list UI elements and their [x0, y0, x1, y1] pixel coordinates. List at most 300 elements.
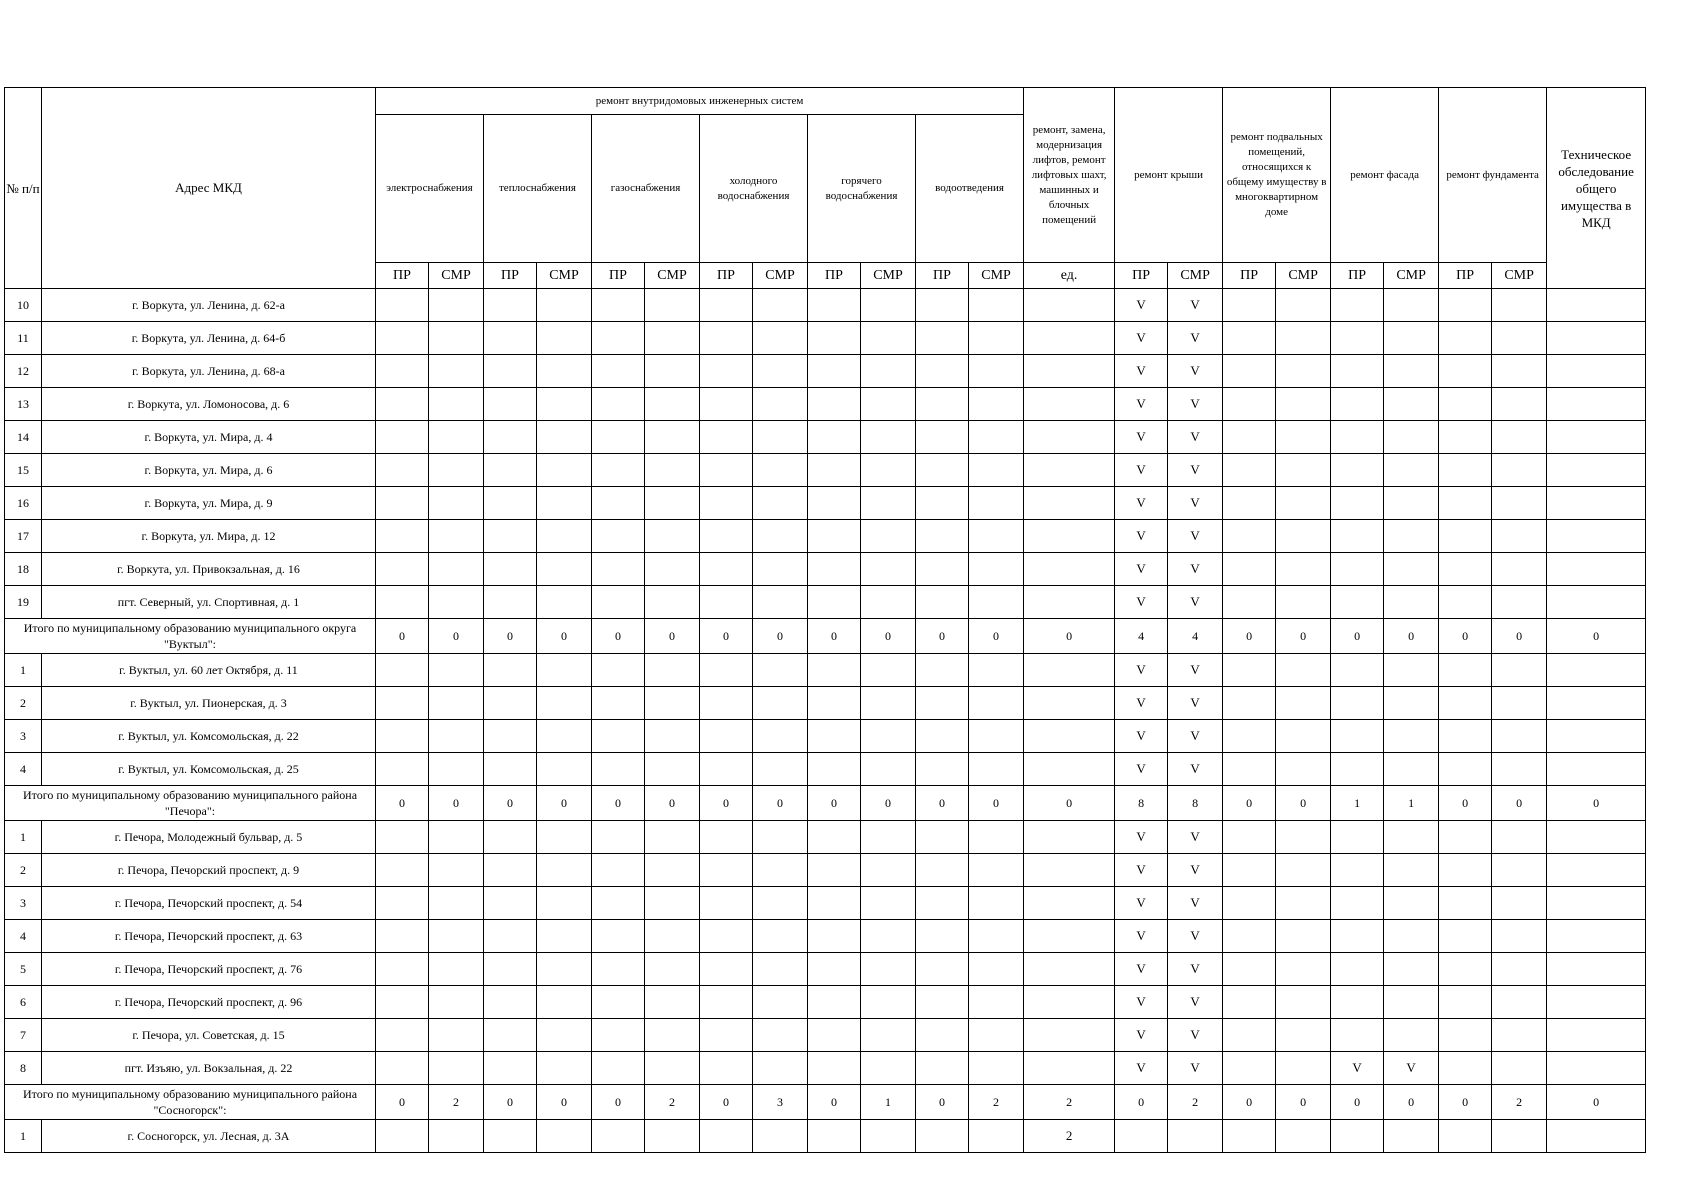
- row-number: 17: [5, 520, 42, 553]
- table-cell: [1223, 454, 1276, 487]
- table-cell: [1384, 322, 1439, 355]
- table-cell: [645, 586, 700, 619]
- table-cell: [376, 487, 429, 520]
- table-cell: V: [1115, 720, 1168, 753]
- table-cell: [1223, 854, 1276, 887]
- table-cell: 0: [645, 786, 700, 821]
- table-cell: [1547, 854, 1646, 887]
- table-cell: [1547, 553, 1646, 586]
- table-cell: [1276, 388, 1331, 421]
- table-cell: [1331, 654, 1384, 687]
- table-cell: [537, 388, 592, 421]
- table-cell: [753, 854, 808, 887]
- table-cell: [808, 854, 861, 887]
- table-cell: [645, 854, 700, 887]
- table-row: [5, 920, 1646, 953]
- table-cell: [1547, 687, 1646, 720]
- table-cell: V: [1115, 953, 1168, 986]
- table-cell: [1024, 586, 1115, 619]
- table-cell: [1331, 1120, 1384, 1153]
- table-cell: 0: [537, 786, 592, 821]
- table-cell: [1223, 322, 1276, 355]
- col-header-facade: ремонт фасада: [1331, 88, 1439, 263]
- table-cell: [753, 1120, 808, 1153]
- table-cell: [429, 821, 484, 854]
- table-cell: [1276, 753, 1331, 786]
- table-cell: 0: [753, 786, 808, 821]
- table-cell: [916, 920, 969, 953]
- table-cell: 0: [1439, 1085, 1492, 1120]
- table-cell: [645, 322, 700, 355]
- table-cell: [1276, 687, 1331, 720]
- table-cell: [1331, 322, 1384, 355]
- table-cell: [969, 520, 1024, 553]
- table-cell: V: [1168, 821, 1223, 854]
- table-cell: [1547, 586, 1646, 619]
- table-cell: [861, 289, 916, 322]
- table-cell: 0: [1547, 786, 1646, 821]
- table-cell: 0: [1331, 619, 1384, 654]
- table-cell: 1: [1384, 786, 1439, 821]
- table-cell: [861, 654, 916, 687]
- table-cell: [1547, 355, 1646, 388]
- table-cell: [969, 586, 1024, 619]
- table-cell: [1384, 553, 1439, 586]
- table-cell: [861, 1052, 916, 1085]
- table-cell: [429, 553, 484, 586]
- table-cell: [645, 720, 700, 753]
- table-cell: [1223, 1120, 1276, 1153]
- table-cell: 2: [969, 1085, 1024, 1120]
- table-cell: [1492, 1019, 1547, 1052]
- table-cell: 0: [969, 786, 1024, 821]
- table-cell: V: [1168, 454, 1223, 487]
- table-row: [5, 986, 1646, 1019]
- table-cell: [592, 986, 645, 1019]
- col-header-electricity: электроснабжения: [376, 115, 484, 263]
- table-cell: [1384, 953, 1439, 986]
- table-cell: [1439, 487, 1492, 520]
- table-cell: [484, 953, 537, 986]
- col-header-lifts: ремонт, замена, модернизация лифтов, ремонт лифтовых шахт, машинных и блочных помещений: [1024, 88, 1115, 263]
- table-cell: [1492, 388, 1547, 421]
- table-cell: [808, 1052, 861, 1085]
- table-cell: [861, 487, 916, 520]
- table-cell: [1276, 421, 1331, 454]
- table-cell: [376, 586, 429, 619]
- table-cell: [484, 388, 537, 421]
- table-cell: [700, 986, 753, 1019]
- table-cell: 0: [1439, 619, 1492, 654]
- table-cell: [861, 520, 916, 553]
- table-cell: [645, 1019, 700, 1052]
- row-number: 12: [5, 355, 42, 388]
- table-cell: [1384, 654, 1439, 687]
- table-cell: [1439, 753, 1492, 786]
- table-cell: [1331, 454, 1384, 487]
- table-cell: [1223, 553, 1276, 586]
- table-cell: [1168, 1120, 1223, 1153]
- table-cell: [700, 553, 753, 586]
- table-cell: [537, 1120, 592, 1153]
- table-cell: [1223, 720, 1276, 753]
- table-cell: [753, 289, 808, 322]
- table-cell: 2: [645, 1085, 700, 1120]
- table-cell: [808, 920, 861, 953]
- table-cell: [1492, 520, 1547, 553]
- table-cell: [1547, 289, 1646, 322]
- row-number: 16: [5, 487, 42, 520]
- table-cell: [484, 920, 537, 953]
- table-cell: [861, 454, 916, 487]
- table-cell: [1024, 421, 1115, 454]
- table-cell: [1492, 553, 1547, 586]
- table-cell: [753, 553, 808, 586]
- table-cell: [861, 920, 916, 953]
- table-cell: [592, 520, 645, 553]
- table-cell: 0: [1492, 619, 1547, 654]
- table-cell: [429, 854, 484, 887]
- table-cell: [1439, 687, 1492, 720]
- table-cell: [969, 687, 1024, 720]
- table-cell: [592, 687, 645, 720]
- table-cell: [1492, 953, 1547, 986]
- table-cell: V: [1115, 687, 1168, 720]
- table-cell: [1547, 1120, 1646, 1153]
- col-header-tech-survey: Техническое обследование общего имущества в МКД: [1547, 88, 1646, 289]
- table-cell: [916, 289, 969, 322]
- row-address: пгт. Изъяю, ул. Вокзальная, д. 22: [42, 1052, 376, 1085]
- table-cell: [537, 920, 592, 953]
- table-cell: [592, 289, 645, 322]
- table-cell: [429, 289, 484, 322]
- table-cell: [592, 920, 645, 953]
- unit-header-smr: СМР: [1492, 263, 1547, 289]
- table-cell: [1439, 454, 1492, 487]
- table-cell: [753, 720, 808, 753]
- table-cell: [537, 953, 592, 986]
- table-cell: 0: [1276, 786, 1331, 821]
- table-cell: [700, 454, 753, 487]
- table-cell: [484, 586, 537, 619]
- table-row: [5, 821, 1646, 854]
- table-cell: [753, 654, 808, 687]
- table-cell: [1547, 1052, 1646, 1085]
- table-cell: V: [1115, 289, 1168, 322]
- table-cell: [537, 654, 592, 687]
- table-cell: 0: [537, 619, 592, 654]
- table-cell: [1547, 753, 1646, 786]
- table-cell: [1492, 687, 1547, 720]
- table-cell: [429, 388, 484, 421]
- table-row: [5, 289, 1646, 322]
- table-cell: [645, 421, 700, 454]
- table-cell: [861, 720, 916, 753]
- table-cell: [376, 654, 429, 687]
- table-cell: [537, 720, 592, 753]
- table-cell: V: [1115, 586, 1168, 619]
- table-cell: V: [1115, 355, 1168, 388]
- table-cell: [537, 553, 592, 586]
- table-cell: [1223, 953, 1276, 986]
- table-cell: [753, 953, 808, 986]
- row-address: г. Вуктыл, ул. Комсомольская, д. 22: [42, 720, 376, 753]
- table-cell: V: [1115, 654, 1168, 687]
- table-cell: [808, 1019, 861, 1052]
- table-cell: [969, 289, 1024, 322]
- table-cell: [1384, 421, 1439, 454]
- col-header-gas: газоснабжения: [592, 115, 700, 263]
- table-cell: [1276, 1052, 1331, 1085]
- table-cell: [1547, 887, 1646, 920]
- table-cell: [1492, 322, 1547, 355]
- table-cell: V: [1115, 821, 1168, 854]
- table-cell: [592, 753, 645, 786]
- table-cell: [700, 654, 753, 687]
- table-cell: V: [1168, 520, 1223, 553]
- table-cell: [1492, 487, 1547, 520]
- table-cell: V: [1168, 421, 1223, 454]
- table-cell: [969, 920, 1024, 953]
- table-cell: [1024, 454, 1115, 487]
- table-cell: [1024, 322, 1115, 355]
- table-cell: [645, 986, 700, 1019]
- table-cell: V: [1168, 289, 1223, 322]
- table-cell: [376, 553, 429, 586]
- table-cell: [1276, 654, 1331, 687]
- row-number: 13: [5, 388, 42, 421]
- table-cell: [1223, 654, 1276, 687]
- table-cell: [645, 520, 700, 553]
- row-address: г. Печора, Печорский проспект, д. 54: [42, 887, 376, 920]
- table-cell: [969, 487, 1024, 520]
- row-number: 11: [5, 322, 42, 355]
- table-cell: [969, 720, 1024, 753]
- table-cell: [808, 654, 861, 687]
- repair-schedule-table: [4, 87, 1646, 1153]
- table-cell: [592, 821, 645, 854]
- unit-header-pr: ПР: [700, 263, 753, 289]
- table-cell: [1331, 553, 1384, 586]
- table-cell: V: [1168, 720, 1223, 753]
- table-cell: [1024, 520, 1115, 553]
- table-cell: V: [1115, 753, 1168, 786]
- table-cell: 0: [1492, 786, 1547, 821]
- table-cell: [592, 421, 645, 454]
- table-cell: [808, 821, 861, 854]
- table-cell: [1492, 355, 1547, 388]
- table-cell: [429, 887, 484, 920]
- unit-header-smr: СМР: [969, 263, 1024, 289]
- table-cell: V: [1168, 887, 1223, 920]
- table-cell: 2: [1168, 1085, 1223, 1120]
- table-cell: [1024, 753, 1115, 786]
- table-cell: [916, 986, 969, 1019]
- table-cell: [592, 1052, 645, 1085]
- table-cell: [1492, 421, 1547, 454]
- table-cell: [916, 887, 969, 920]
- table-cell: [537, 1019, 592, 1052]
- table-cell: [1331, 986, 1384, 1019]
- table-cell: 0: [1024, 786, 1115, 821]
- table-cell: [969, 388, 1024, 421]
- row-address: г. Печора, Молодежный бульвар, д. 5: [42, 821, 376, 854]
- row-address: г. Вуктыл, ул. Пионерская, д. 3: [42, 687, 376, 720]
- table-cell: [429, 454, 484, 487]
- col-header-hot-water: горячего водоснабжения: [808, 115, 916, 263]
- table-cell: [429, 355, 484, 388]
- table-cell: V: [1115, 388, 1168, 421]
- table-cell: [700, 487, 753, 520]
- table-cell: [700, 1052, 753, 1085]
- table-cell: [1331, 953, 1384, 986]
- table-cell: [645, 289, 700, 322]
- table-cell: 0: [1331, 1085, 1384, 1120]
- table-cell: [969, 753, 1024, 786]
- table-cell: [753, 821, 808, 854]
- table-cell: [1439, 821, 1492, 854]
- table-row: [5, 1052, 1646, 1085]
- table-cell: [537, 322, 592, 355]
- table-cell: [1547, 388, 1646, 421]
- table-cell: [1276, 1019, 1331, 1052]
- table-cell: [1223, 487, 1276, 520]
- unit-header-smr: СМР: [537, 263, 592, 289]
- table-cell: V: [1115, 1052, 1168, 1085]
- table-cell: V: [1115, 421, 1168, 454]
- row-address: г. Печора, Печорский проспект, д. 76: [42, 953, 376, 986]
- table-cell: 0: [592, 786, 645, 821]
- table-cell: [969, 986, 1024, 1019]
- table-cell: [484, 854, 537, 887]
- table-cell: [916, 1120, 969, 1153]
- table-cell: [1439, 854, 1492, 887]
- table-cell: 0: [1115, 1085, 1168, 1120]
- table-cell: [808, 289, 861, 322]
- row-number: 3: [5, 887, 42, 920]
- table-cell: [808, 454, 861, 487]
- row-number: 15: [5, 454, 42, 487]
- table-cell: [753, 520, 808, 553]
- table-cell: [1223, 687, 1276, 720]
- table-cell: [1024, 388, 1115, 421]
- table-cell: [1223, 388, 1276, 421]
- table-cell: [916, 487, 969, 520]
- table-cell: [592, 854, 645, 887]
- table-cell: [1384, 1120, 1439, 1153]
- table-cell: 0: [376, 619, 429, 654]
- table-cell: [1024, 553, 1115, 586]
- row-number: 8: [5, 1052, 42, 1085]
- table-cell: [1439, 355, 1492, 388]
- table-cell: [484, 454, 537, 487]
- table-cell: [969, 953, 1024, 986]
- row-address: г. Сосногорск, ул. Лесная, д. 3А: [42, 1120, 376, 1153]
- table-cell: [429, 421, 484, 454]
- table-cell: [916, 1052, 969, 1085]
- table-cell: [1331, 355, 1384, 388]
- table-cell: [1331, 586, 1384, 619]
- row-number: 6: [5, 986, 42, 1019]
- table-cell: [429, 654, 484, 687]
- table-cell: 0: [916, 786, 969, 821]
- table-cell: [969, 821, 1024, 854]
- table-cell: [808, 520, 861, 553]
- table-cell: [1492, 654, 1547, 687]
- table-cell: [537, 687, 592, 720]
- unit-header-smr: СМР: [753, 263, 808, 289]
- table-row: [5, 487, 1646, 520]
- row-address: г. Воркута, ул. Мира, д. 9: [42, 487, 376, 520]
- subtotal-row: [5, 1085, 1646, 1120]
- table-cell: [537, 586, 592, 619]
- table-cell: [1492, 1120, 1547, 1153]
- table-cell: [1276, 821, 1331, 854]
- table-cell: [1547, 487, 1646, 520]
- table-cell: [592, 654, 645, 687]
- table-cell: [808, 986, 861, 1019]
- table-cell: 0: [592, 1085, 645, 1120]
- table-cell: 0: [376, 786, 429, 821]
- table-cell: V: [1115, 520, 1168, 553]
- table-cell: [376, 753, 429, 786]
- table-cell: [376, 454, 429, 487]
- row-number: 4: [5, 920, 42, 953]
- table-cell: [376, 887, 429, 920]
- unit-header-pr: ПР: [1331, 263, 1384, 289]
- table-cell: [645, 1120, 700, 1153]
- table-cell: [969, 355, 1024, 388]
- table-cell: [1384, 753, 1439, 786]
- table-cell: [753, 388, 808, 421]
- row-number: 3: [5, 720, 42, 753]
- row-number: 2: [5, 854, 42, 887]
- table-cell: [484, 520, 537, 553]
- table-cell: [1331, 520, 1384, 553]
- table-cell: [592, 322, 645, 355]
- table-cell: [1492, 289, 1547, 322]
- table-cell: [376, 1019, 429, 1052]
- table-cell: [484, 887, 537, 920]
- table-cell: [1331, 920, 1384, 953]
- table-cell: [808, 586, 861, 619]
- table-cell: [808, 1120, 861, 1153]
- row-address: пгт. Северный, ул. Спортивная, д. 1: [42, 586, 376, 619]
- col-group-eng-systems: ремонт внутридомовых инженерных систем: [376, 88, 1024, 115]
- table-cell: V: [1168, 487, 1223, 520]
- table-cell: [645, 1052, 700, 1085]
- table-cell: [861, 821, 916, 854]
- table-cell: [700, 289, 753, 322]
- table-cell: [916, 553, 969, 586]
- unit-header-pr: ПР: [592, 263, 645, 289]
- table-cell: [916, 586, 969, 619]
- table-cell: [916, 753, 969, 786]
- table-cell: [808, 487, 861, 520]
- table-cell: [808, 887, 861, 920]
- table-cell: [1024, 986, 1115, 1019]
- table-cell: 0: [808, 786, 861, 821]
- table-cell: [861, 322, 916, 355]
- table-cell: [808, 720, 861, 753]
- table-cell: V: [1115, 986, 1168, 1019]
- table-row: [5, 1120, 1646, 1153]
- table-cell: [1547, 654, 1646, 687]
- table-cell: [1547, 520, 1646, 553]
- table-cell: [808, 322, 861, 355]
- table-cell: V: [1115, 454, 1168, 487]
- row-address: г. Воркута, ул. Привокзальная, д. 16: [42, 553, 376, 586]
